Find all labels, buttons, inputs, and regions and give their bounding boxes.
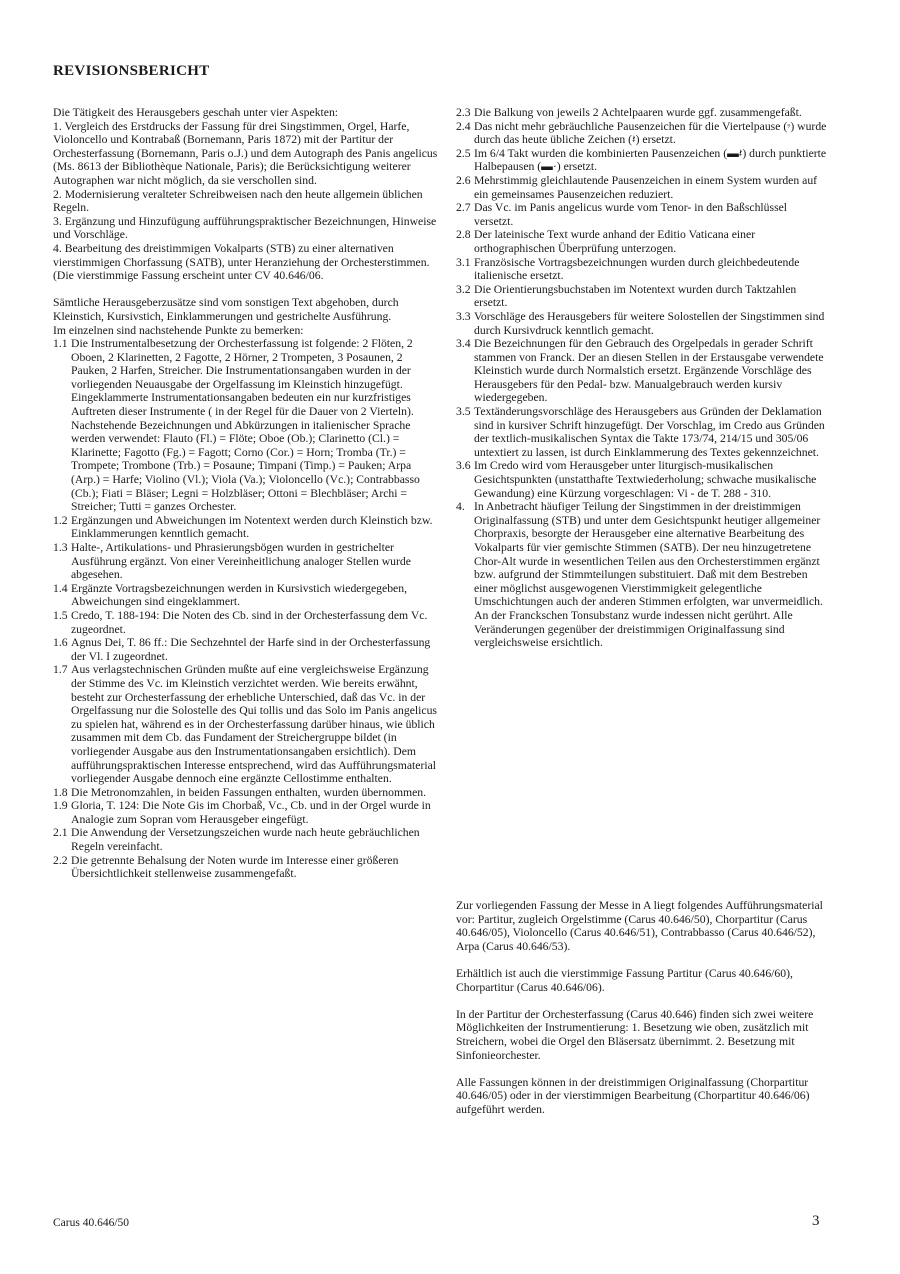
list-item <box>456 283 828 310</box>
list-item <box>456 147 828 174</box>
list-item <box>456 256 828 283</box>
item-text: Textänderungsvorschläge des Herausgebers aus Gründen der Deklamation sind in kursiver Schrift hinzugefügt. Der Vorschlag, im Credo aus Gründen der textlich-musikalischen Syntax die Takte 173/74, 214/15 und 305/06 untextiert zu lassen, ist durch Einklammerung des Textes gekennzeichnet. <box>474 405 825 459</box>
item-text: Das nicht mehr gebräuchliche Pausenzeichen für die Viertelpause (𝄾) wurde durch das heute übliche Zeichen (𝄽) ersetzt. <box>474 119 827 147</box>
list-item <box>456 500 828 650</box>
intro-line: Die Tätigkeit des Herausgebers geschah unter vier Aspekten: <box>53 106 339 119</box>
versions-paragraph: Alle Fassungen können in der dreistimmigen Originalfassung (Chorpartitur 40.646/05) oder in der vierstimmigen Bearbeitung (Chorpartitur 40.646/06) aufgeführt werden. <box>456 1075 810 1116</box>
list-item <box>456 405 828 459</box>
item-number: 2.2 <box>53 853 68 867</box>
list-item <box>53 541 439 582</box>
list-item <box>456 106 828 120</box>
catalog-number: Carus 40.646/50 <box>53 1217 130 1229</box>
list-item <box>456 120 828 147</box>
right-column <box>456 106 828 650</box>
item-text: Agnus Dei, T. 86 ff.: Die Sechzehntel der Harfe sind in der Orchesterfassung der Vl. I zugeordnet. <box>71 636 431 663</box>
list-item <box>53 854 439 881</box>
intro-point-4: 4. Bearbeitung des dreistimmigen Vokalparts (STB) zu einer alternativen vierstimmigen Chorfassung (SATB), unter Heranziehung der Orchesterstimmen. (Die vierstimmige Fassung erscheint unter CV 40.646/06. <box>53 241 430 283</box>
item-number: 2.3 <box>456 106 471 119</box>
list-item <box>456 310 828 337</box>
item-number: 3.4 <box>456 337 471 351</box>
list-item <box>53 636 439 663</box>
item-text: Die getrennte Behalsung der Noten wurde im Interesse einer größeren Übersichtlichkeit stellenweise zusammengefaßt. <box>71 853 399 881</box>
item-text: Die Instrumentalbesetzung der Orchesterfassung ist folgende: 2 Flöten, 2 Oboen, 2 Klarinetten, 2 Fagotte, 2 Hörner, 2 Trompeten, 3 Posaunen, 2 Pauken, 2 Harfen, Streicher. Die Instrumentationsangaben wurden in der vorliegenden Neuausgabe der Orgelfassung im Kleinstich hinzugefügt. Eingeklammerte Instrumentationsangaben bedeuten ein nur kurzfristiges Auftreten dieser Instrumente ( in der Regel für die Dauer von 2 Vierteln). Nachstehende Bezeichnungen und Abkürzungen in italienischer Sprache werden verwendet: Flauto (Fl.) = Flöte; Oboe (Ob.); Clarinetto (Cl.) = Klarinette; Fagotto (Fg.) = Fagott; Corno (Cor.) = Horn; Tromba (Tr.) = Trompete; Trombone (Trb.) = Posaune; Timpani (Timp.) = Pauken; Arpa (Arp.) = Harfe; Violino (Vl.); Viola (Va.); Violoncello (Vc.); Contrabbasso (Cb.); Fiati = Bläser; Legni = Holzbläser; Ottoni = Blechbläser; Archi = Streicher; Tutti = ganzes Orchester. <box>71 337 420 514</box>
item-text: Die Anwendung der Versetzungszeichen wurde nach heute gebräuchlichen Regeln vereinfacht. <box>71 826 420 854</box>
item-number: 1.3 <box>53 541 68 554</box>
item-text: Französische Vortragsbezeichnungen wurden durch gleichbedeutende italienische ersetzt. <box>474 255 800 283</box>
item-number: 3.5 <box>456 405 471 419</box>
item-number: 3.6 <box>456 459 471 473</box>
item-number: 2.4 <box>456 119 471 133</box>
page-number: 3 <box>812 1213 820 1229</box>
item-text: Im Credo wird vom Herausgeber unter liturgisch-musikalischen Gesichtspunkten (unstatthafte Textwiederholung; schwache musikalische Gewandung) eine Kürzung vorgeschlagen: Vi - de T. 288 - 310. <box>474 459 817 500</box>
list-item <box>456 201 828 228</box>
page-title: REVISIONSBERICHT <box>53 63 210 79</box>
item-text: Ergänzte Vortragsbezeichnungen werden in Kursivstich wiedergegeben, Abweichungen sind eingeklammert. <box>71 581 408 609</box>
list-item <box>53 337 439 514</box>
intro-section <box>53 106 439 283</box>
item-number: 2.1 <box>53 826 68 840</box>
list-item <box>53 663 439 785</box>
performance-material-notes <box>456 899 828 1130</box>
four-part-paragraph: Erhältlich ist auch die vierstimmige Fassung Partitur (Carus 40.646/60), Chorpartitur (Carus 40.646/06). <box>456 966 793 994</box>
editorial-note: Sämtliche Herausgeberzusätze sind vom sonstigen Text abgehoben, durch Kleinstich, Kursivstich, Einklammerungen und gestrichelte Ausführung. <box>53 296 399 323</box>
item-text: Der lateinische Text wurde anhand der Editio Vaticana einer orthographischen Überprüfung unterzogen. <box>474 228 756 255</box>
list-item <box>53 514 439 541</box>
material-paragraph: Zur vorliegenden Fassung der Messe in A liegt folgendes Aufführungsmaterial vor: Partitur, zugleich Orgelstimme (Carus 40.646/50), Chorpartitur (Carus 40.646/05), Violoncello (Carus 40.646/51), Contrabbasso (Carus 40.646/52), Arpa (Carus 40.646/53). <box>456 899 823 953</box>
orchestration-paragraph: In der Partitur der Orchesterfassung (Carus 40.646) finden sich zwei weitere Möglichkeiten der Instrumentierung: 1. Besetzung wie oben, zusätzlich mit Streichern, wobei die Orgel den Bläsersatz übernimmt. 2. Besetzung mit Sinfonieorchester. <box>456 1007 814 1062</box>
item-number: 2.6 <box>456 173 471 187</box>
item-number: 1.2 <box>53 513 68 527</box>
intro-point-2: 2. Modernisierung veralteter Schreibweisen nach den heute allgemein üblichen Regeln. <box>53 187 423 215</box>
item-number: 3.2 <box>456 282 471 296</box>
item-text: Vorschläge des Herausgebers für weitere Solostellen der Singstimmen sind durch Kursivdruck kenntlich gemacht. <box>474 309 825 337</box>
item-number: 1.8 <box>53 785 68 799</box>
item-text: In Anbetracht häufiger Teilung der Singstimmen in der dreistimmigen Originalfassung (STB) und unter dem Gesichtspunkt heutiger allgemeiner Chorpraxis, besorgte der Herausgeber eine alternative Bearbeitung des Vokalparts für vier gemischte Stimmen (SATB). Der neu hinzugetretene Chor-Alt wurde in wesentlichen Teilen aus den Orchesterstimmen ergänzt bzw. aufgrund der Stimmteilungen substituiert. Daß mit dem Bestreben einer möglichst ausgewogenen Vierstimmigkeit gelegentliche Umschichtungen auch der anderen Stimmen erfolgten, war unvermeidlich. An der Franckschen Tonsubstanz wurde indessen nicht gerührt. Alle Veränderungen gegenüber der dreistimmigen Originalfassung sind vergleichsweise ersichtlich. <box>474 500 823 650</box>
item-text: Die Orientierungsbuchstaben im Notentext wurden durch Taktzahlen ersetzt. <box>474 282 797 310</box>
points-intro: Im einzelnen sind nachstehende Punkte zu bemerken: <box>53 323 304 337</box>
item-text: Credo, T. 188-194: Die Noten des Cb. sind in der Orchesterfassung dem Vc. zugeordnet. <box>71 608 428 636</box>
item-text: Aus verlagstechnischen Gründen mußte auf eine vergleichsweise Ergänzung der Stimme des Vc. im Kleinstich verzichtet werden. Wie bereits erwähnt, besteht zur Orchesterfassung der erhebliche Unterschied, daß das Vc. in der Orgelfassung nur die Solostelle des Qui tollis und das Solo im Panis angelicus zu spielen hat, während es in der Orchesterfassung darüber hinaus, wie üblich zusammen mit dem Cb. das Fundament der Streichergruppe bildet (in vorliegender Ausgabe aus den Instrumentationsangaben ersichtlich). Dem aufführungspraktischen Interesse entsprechend, wird das Aufführungsmaterial vorliegender Ausgabe dennoch eine ergänzte Cellostimme enthalten. <box>71 663 437 786</box>
item-number: 1.1 <box>53 337 68 351</box>
intro-point-3: 3. Ergänzung und Hinzufügung aufführungspraktischer Bezeichnungen, Hinweise und Vorschläge. <box>53 214 437 242</box>
list-item <box>456 228 828 255</box>
item-number: 1.6 <box>53 636 68 650</box>
item-number: 3.1 <box>456 255 471 269</box>
item-text: Gloria, T. 124: Die Note Gis im Chorbaß, Vc., Cb. und in der Orgel wurde in Analogie zum Sopran vom Herausgeber eingefügt. <box>71 799 431 826</box>
list-item <box>456 337 828 405</box>
item-text: Das Vc. im Panis angelicus wurde vom Tenor- in den Baßschlüssel versetzt. <box>474 201 788 228</box>
item-number: 1.5 <box>53 608 68 622</box>
item-text: Ergänzungen und Abweichungen im Notentext werden durch Kleinstich bzw. Einklammerungen kenntlich gemacht. <box>71 513 433 541</box>
item-number: 1.7 <box>53 663 68 677</box>
item-text: Die Metronomzahlen, in beiden Fassungen enthalten, wurden übernommen. <box>71 785 427 799</box>
item-text: Die Balkung von jeweils 2 Achtelpaaren wurde ggf. zusammengefaßt. <box>474 106 802 119</box>
list-item <box>53 826 439 853</box>
item-number: 4. <box>456 500 465 514</box>
item-text: Im 6/4 Takt wurden die kombinierten Pausenzeichen (▬𝄽) durch punktierte Halbepausen (▬·) ersetzt. <box>474 146 827 174</box>
item-number: 2.8 <box>456 228 471 242</box>
item-text: Mehrstimmig gleichlautende Pausenzeichen in einem System wurden auf ein gemeinsames Pausenzeichen reduziert. <box>474 173 818 201</box>
item-text: Halte-, Artikulations- und Phrasierungsbögen wurden in gestrichelter Ausführung ergänzt. Von einer Vereinheitlichung analoger Stellen wurde abgesehen. <box>71 541 411 582</box>
item-number: 1.9 <box>53 799 68 813</box>
item-number: 3.3 <box>456 309 471 323</box>
left-column <box>53 106 439 881</box>
list-item <box>456 459 828 500</box>
list-item <box>53 609 439 636</box>
list-item <box>53 582 439 609</box>
list-item <box>53 786 439 800</box>
item-number: 2.7 <box>456 201 471 215</box>
list-item <box>456 174 828 201</box>
item-number: 2.5 <box>456 146 471 160</box>
list-item <box>53 799 439 826</box>
intro-point-1: 1. Vergleich des Erstdrucks der Fassung für drei Singstimmen, Orgel, Harfe, Violoncello und Kontrabaß (Bornemann, Paris 1872) mit der Partitur der Orchesterfassung (Bornemann, Paris o.J.) und dem Autograph des Panis angelicus (Ms. 8613 der Bibliothèque Nationale, Paris); die Berücksichtigung weiterer Autographen war nicht möglich, da sie verschollen sind. <box>53 119 438 187</box>
item-number: 1.4 <box>53 581 68 595</box>
item-text: Die Bezeichnungen für den Gebrauch des Orgelpedals in gerader Schrift stammen von Franck. Der an diesen Stellen in der Erstausgabe verwendete Kleinstich wurde durch Normalstich ersetzt. Ergänzende Vorschläge des Herausgebers für den Pedal- bzw. Manualgebrauch werden kursiv wiedergegeben. <box>474 337 824 405</box>
